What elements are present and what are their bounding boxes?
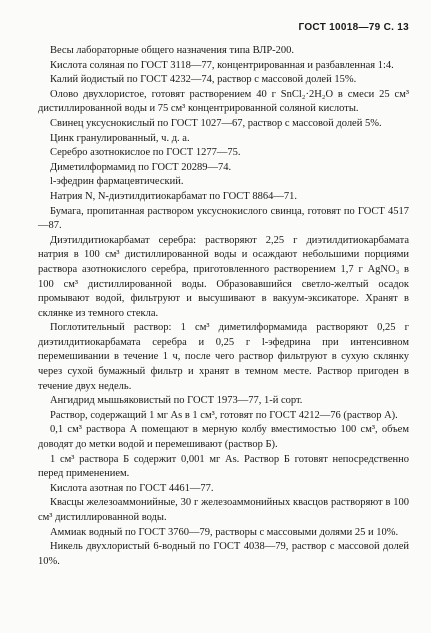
- paragraph: Диэтилдитиокарбамат серебра: растворяют 2,25 г диэтилдитиокарбамата натрия в 100 см³ дистиллированной воды и осаждают небольшими порциями раствора азотнокислого серебра, приготовленного растворением 1,7 г AgNO₃ в 100 см³ дистиллированной воды. Образовавшийся светло-желтый осадок промывают водой, фильтруют и высушивают в вакуум-эксикаторе. Хранят в склянке из темного стекла.: [38, 234, 409, 319]
- document-body: [38, 44, 409, 569]
- paragraph: Бумага, пропитанная раствором уксуснокислого свинца, готовят по ГОСТ 4517—87.: [38, 205, 409, 232]
- paragraph: Кислота азотная по ГОСТ 4461—77.: [50, 482, 214, 494]
- paragraph: l-эфедрин фармацевтический.: [50, 176, 184, 188]
- paragraph: Поглотительный раствор: 1 см³ диметилформамида растворяют 0,25 г диэтилдитиокарбамата серебра и 0,25 г l-эфедрина при интенсивном перемешивании в течение 1 ч, после чего раствор фильтруют в сухую склянку через сухой бумажный фильтр и хранят в темном месте. Раствор пригоден в течение двух недель.: [38, 322, 409, 392]
- paragraph: 1 см³ раствора Б содержит 0,001 мг As. Раствор Б готовят непосредственно перед применением.: [38, 453, 409, 480]
- paragraph: Весы лабораторные общего назначения типа ВЛР-200.: [50, 45, 295, 56]
- paragraph: Калий йодистый по ГОСТ 4232—74, раствор с массовой долей 15%.: [50, 74, 357, 86]
- paragraph: Олово двухлористое, готовят растворением 40 г SnCl₂·2H₂O в смеси 25 см³ дистиллированной воды и 75 см³ концентрированной соляной кислоты.: [38, 88, 409, 115]
- paragraph: 0,1 см³ раствора А помещают в мерную колбу вместимостью 100 см³, объем доводят до метки водой и перемешивают (раствор Б).: [38, 424, 409, 451]
- paragraph: Натрия N, N-диэтилдитиокарбамат по ГОСТ 8864—71.: [50, 190, 297, 202]
- paragraph: Свинец уксуснокислый по ГОСТ 1027—67, раствор с массовой долей 5%.: [50, 117, 382, 129]
- paragraph: Раствор, содержащий 1 мг As в 1 см³, готовят по ГОСТ 4212—76 (раствор А).: [50, 409, 398, 421]
- page-header: ГОСТ 10018—79 С. 13: [298, 22, 409, 33]
- paragraph: Кислота соляная по ГОСТ 3118—77, концентрированная и разбавленная 1:4.: [50, 59, 394, 71]
- paragraph: Серебро азотнокислое по ГОСТ 1277—75.: [50, 147, 241, 159]
- paragraph: Диметилформамид по ГОСТ 20289—74.: [50, 161, 232, 173]
- paragraph: Ангидрид мышьяковистый по ГОСТ 1973—77, 1-й сорт.: [50, 395, 303, 407]
- paragraph: Никель двухлористый 6-водный по ГОСТ 4038—79, раствор с массовой долей 10%.: [38, 541, 409, 567]
- paragraph: Квасцы железоаммонийные, 30 г железоаммонийных квасцов растворяют в 100 см³ дистиллированной воды.: [38, 497, 409, 523]
- paragraph: Аммиак водный по ГОСТ 3760—79, растворы с массовыми долями 25 и 10%.: [50, 526, 399, 538]
- paragraph: Цинк гранулированный, ч. д. а.: [50, 132, 190, 144]
